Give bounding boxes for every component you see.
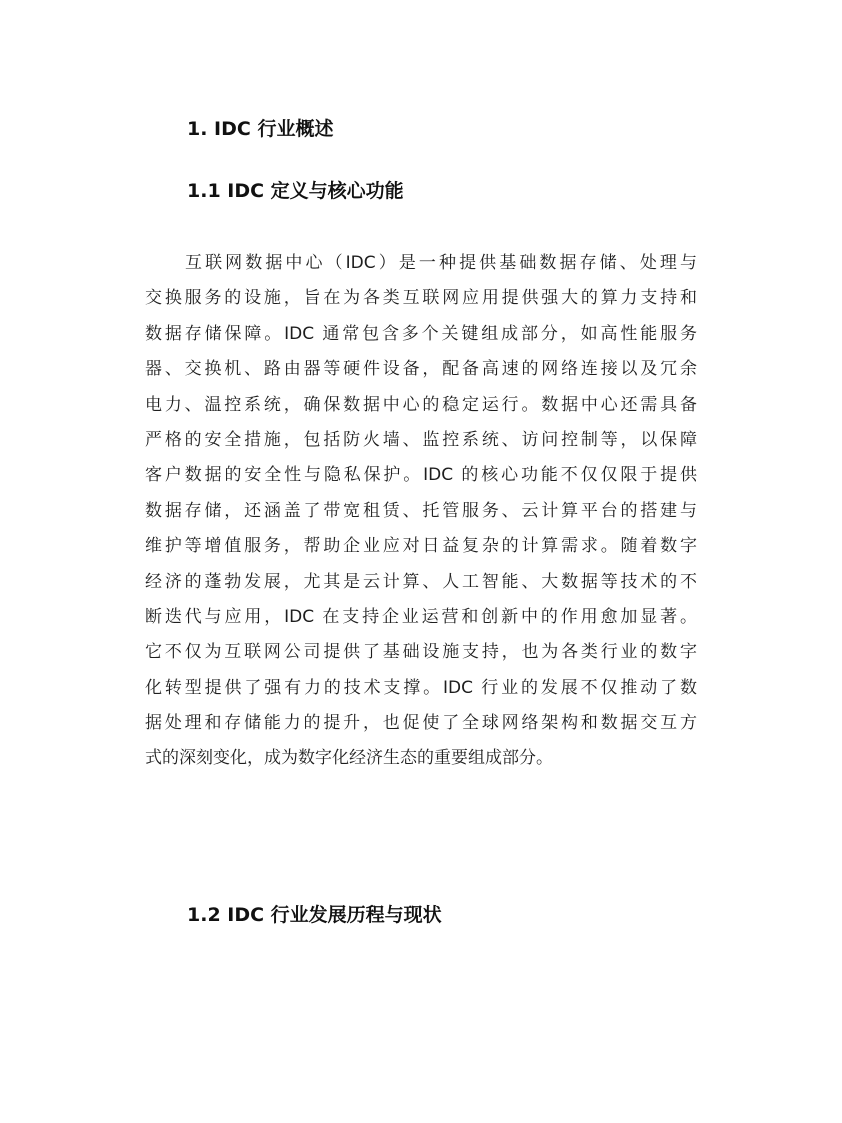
body-paragraph <box>145 246 697 777</box>
subsection-heading-1-1: 1.1 IDC 定义与核心功能 <box>187 180 404 202</box>
paragraph-line: 交换服务的设施，旨在为各类互联网应用提供强大的算力支持和 <box>145 288 697 309</box>
paragraph-line: 器、交换机、路由器等硬件设备，配备高速的网络连接以及冗余 <box>145 359 697 380</box>
paragraph-line: 电力、温控系统，确保数据中心的稳定运行。数据中心还需具备 <box>145 394 697 415</box>
paragraph-line: 客户数据的安全性与隐私保护。IDC 的核心功能不仅仅限于提供 <box>145 465 697 486</box>
paragraph-line: 互联网数据中心（IDC）是一种提供基础数据存储、处理与 <box>185 253 697 273</box>
paragraph-line: 式的深刻变化，成为数字化经济生态的重要组成部分。 <box>145 748 553 769</box>
paragraph-line: 它不仅为互联网公司提供了基础设施支持，也为各类行业的数字 <box>145 642 697 663</box>
paragraph-line: 严格的安全措施，包括防火墙、监控系统、访问控制等，以保障 <box>145 429 697 450</box>
paragraph-line: 数据存储，还涵盖了带宽租赁、托管服务、云计算平台的搭建与 <box>145 500 697 521</box>
paragraph-line: 经济的蓬勃发展，尤其是云计算、人工智能、大数据等技术的不 <box>145 571 697 592</box>
section-heading-1: 1. IDC 行业概述 <box>187 118 334 140</box>
subsection-heading-1-2: 1.2 IDC 行业发展历程与现状 <box>187 904 442 926</box>
paragraph-line: 据处理和存储能力的提升，也促使了全球网络架构和数据交互方 <box>145 713 697 734</box>
paragraph-line: 数据存储保障。IDC 通常包含多个关键组成部分，如高性能服务 <box>145 323 697 344</box>
paragraph-line: 维护等增值服务，帮助企业应对日益复杂的计算需求。随着数字 <box>145 536 697 557</box>
paragraph-line: 断迭代与应用，IDC 在支持企业运营和创新中的作用愈加显著。 <box>145 606 697 627</box>
paragraph-line: 化转型提供了强有力的技术支撑。IDC 行业的发展不仅推动了数 <box>145 677 697 698</box>
